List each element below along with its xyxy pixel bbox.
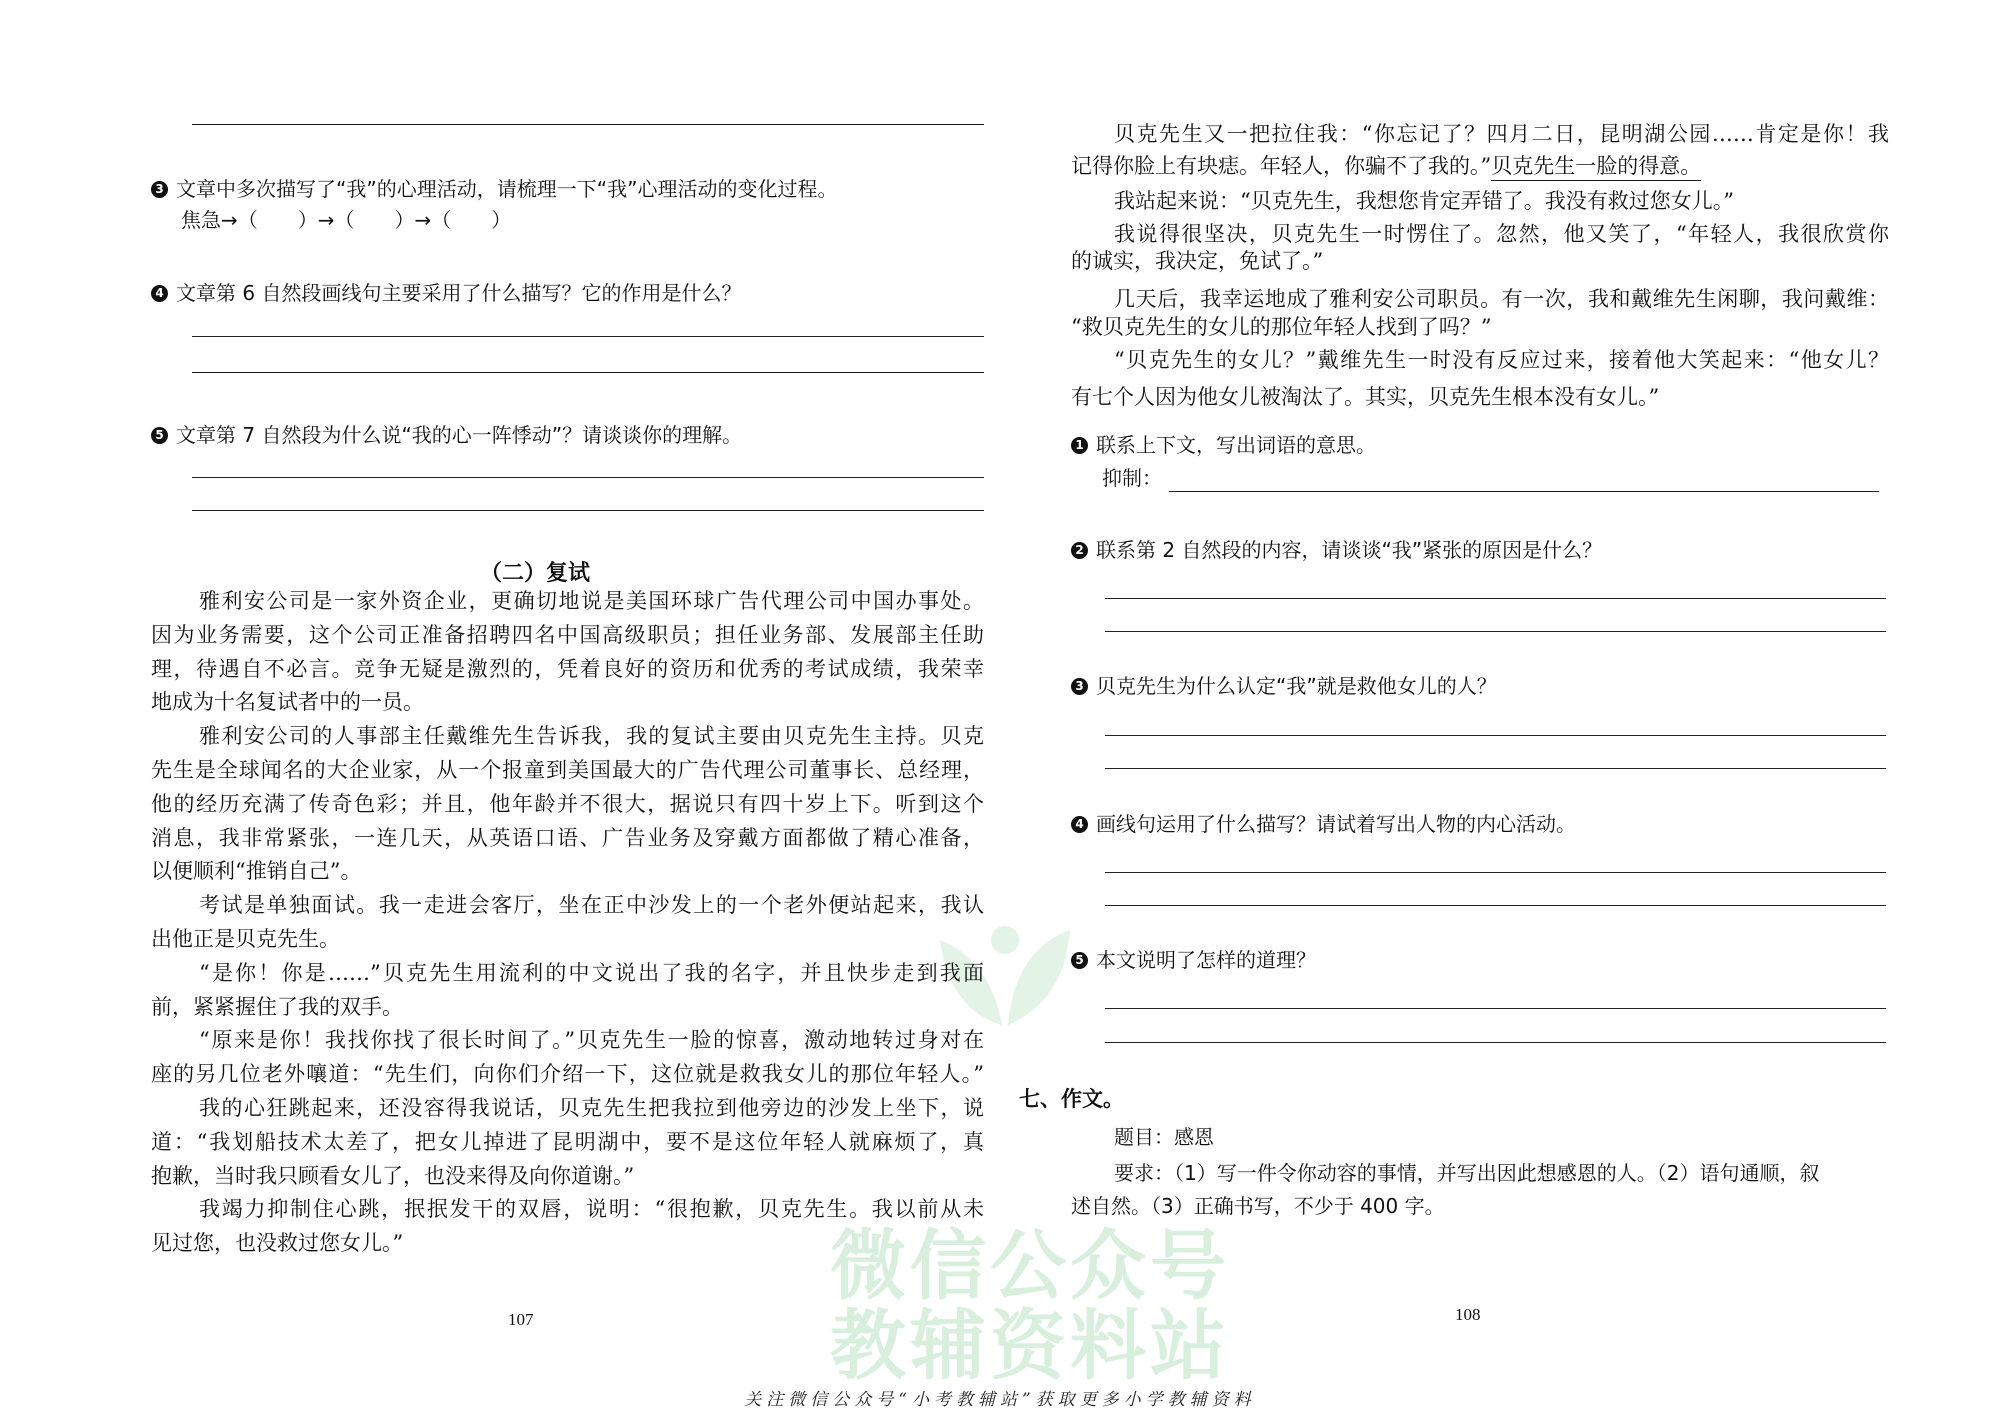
passage-line: 因为业务需要，这个公司正准备招聘四名中国高级职员；担任业务部、发展部主任助 xyxy=(151,623,984,647)
answer-line[interactable] xyxy=(192,510,984,511)
passage-line: 见过您，也没救过您女儿。” xyxy=(151,1231,404,1255)
passage-line: 的诚实，我决定，免试了。” xyxy=(1071,249,1324,273)
answer-line[interactable] xyxy=(1105,872,1886,873)
composition-requirements-line2: 述自然。（3）正确书写，不少于 400 字。 xyxy=(1071,1194,1445,1218)
passage-line: 以便顺利“推销自己”。 xyxy=(151,859,362,883)
question-number-badge: 1 xyxy=(1071,437,1088,454)
passage-line: 我竭力抑制住心跳，抿抿发干的双唇，说明：“很抱歉，贝克先生。我以前从未 xyxy=(199,1197,984,1221)
passage-line: 先生是全球闻名的大企业家，从一个报童到美国最大的广告代理公司董事长、总经理， xyxy=(151,758,984,782)
underlined-sentence: 贝克先生一脸的得意。 xyxy=(1491,154,1701,181)
question-4 xyxy=(1071,810,1576,838)
question-4 xyxy=(151,279,741,307)
passage-line: 雅利安公司是一家外资企业，更确切地说是美国环球广告代理公司中国办事处。 xyxy=(199,589,984,613)
answer-line[interactable] xyxy=(1105,1008,1886,1009)
question-text: 联系第 2 自然段的内容，请谈谈“我”紧张的原因是什么？ xyxy=(1096,538,1603,562)
question-text: 文章第 6 自然段画线句主要采用了什么描写？它的作用是什么？ xyxy=(176,281,742,305)
passage-line: 几天后，我幸运地成了雅利安公司职员。有一次，我和戴维先生闲聊，我问戴维： xyxy=(1114,287,1889,311)
passage-line: “原来是你！我找你找了很长时间了。”贝克先生一脸的惊喜，激动地转过身对在 xyxy=(199,1028,984,1052)
answer-line[interactable] xyxy=(1105,735,1886,736)
question-1 xyxy=(1071,431,1376,459)
answer-line[interactable] xyxy=(1105,768,1886,769)
question-5 xyxy=(1071,946,1316,974)
question-text: 文章第 7 自然段为什么说“我的心一阵悸动”？请谈谈你的理解。 xyxy=(176,423,743,447)
passage-line: 出他正是贝克先生。 xyxy=(151,927,340,951)
question-text: 贝克先生为什么认定“我”就是救他女儿的人？ xyxy=(1096,674,1497,698)
footer-note: 关注微信公众号“小考教辅站”获取更多小学教辅资料 xyxy=(744,1390,1256,1410)
answer-line[interactable] xyxy=(192,124,984,125)
passage-line: 我的心狂跳起来，还没容得我说话，贝克先生把我拉到他旁边的沙发上坐下，说 xyxy=(199,1096,984,1120)
question-number-badge: 4 xyxy=(151,285,168,302)
question-number-badge: 3 xyxy=(151,181,168,198)
question-number-badge: 2 xyxy=(1071,542,1088,559)
passage-line: 有七个人因为他女儿被淘汰了。其实，贝克先生根本没有女儿。” xyxy=(1071,385,1660,409)
answer-line[interactable] xyxy=(1105,1042,1886,1043)
question-number-badge: 3 xyxy=(1071,678,1088,695)
passage-line: 前，紧紧握住了我的双手。 xyxy=(151,995,403,1019)
question-text: 本文说明了怎样的道理？ xyxy=(1096,948,1316,972)
question-text: 画线句运用了什么描写？请试着写出人物的内心活动。 xyxy=(1096,812,1576,836)
answer-line[interactable] xyxy=(192,336,984,337)
question-text: 文章中多次描写了“我”的心理活动，请梳理一下“我”心理活动的变化过程。 xyxy=(176,177,838,201)
answer-line[interactable] xyxy=(1105,905,1886,906)
question-3 xyxy=(1071,672,1497,700)
question-number-badge: 4 xyxy=(1071,816,1088,833)
passage-line: 地成为十名复试者中的一员。 xyxy=(151,690,424,714)
page-number: 107 xyxy=(508,1310,534,1329)
composition-topic: 题目：感恩 xyxy=(1114,1125,1214,1149)
passage-line: 座的另几位老外嚷道：“先生们，向你们介绍一下，这位就是救我女儿的那位年轻人。” xyxy=(151,1062,984,1086)
passage-line: 考试是单独面试。我一走进会客厅，坐在正中沙发上的一个老外便站起来，我认 xyxy=(199,893,984,917)
answer-line[interactable] xyxy=(192,372,984,373)
passage-line: “贝克先生的女儿？”戴维先生一时没有反应过来，接着他大笑起来：“他女儿？ xyxy=(1114,348,1889,372)
passage-line: 道：“我划船技术太差了，把女儿掉进了昆明湖中，要不是这位年轻人就麻烦了，真 xyxy=(151,1130,984,1154)
passage-line: “是你！你是……”贝克先生用流利的中文说出了我的名字，并且快步走到我面 xyxy=(199,961,984,985)
passage-line: 消息，我非常紧张，一连几天，从英语口语、广告业务及穿戴方面都做了精心准备， xyxy=(151,826,984,850)
question-number-badge: 5 xyxy=(1071,952,1088,969)
passage-line: 贝克先生又一把拉住我：“你忘记了？四月二日，昆明湖公园……肯定是你！我 xyxy=(1114,122,1889,146)
question-3-chain[interactable]: 焦急→（ ）→（ ）→（ ） xyxy=(181,208,512,232)
passage-line xyxy=(1071,153,1701,179)
answer-line[interactable] xyxy=(192,477,984,478)
answer-line[interactable] xyxy=(1105,631,1886,632)
question-number-badge: 5 xyxy=(151,427,168,444)
passage-line-text: 记得你脸上有块痣。年轻人，你骗不了我的。” xyxy=(1071,154,1492,178)
passage-line: 理，待遇自不必言。竞争无疑是激烈的，凭着良好的资历和优秀的考试成绩，我荣幸 xyxy=(151,657,984,681)
passage-line: 抱歉，当时我只顾看女儿了，也没来得及向你道谢。” xyxy=(151,1164,635,1188)
watermark-text-line2: 教辅资料站 xyxy=(830,1301,1230,1390)
page-number: 108 xyxy=(1455,1305,1481,1324)
composition-requirements-line1: 要求：（1）写一件令你动容的事情，并写出因此想感恩的人。（2）语句通顺，叙 xyxy=(1114,1161,1820,1185)
passage-line: 他的经历充满了传奇色彩；并且，他年龄并不很大，据说只有四十岁上下。听到这个 xyxy=(151,792,984,816)
question-text: 联系上下文，写出词语的意思。 xyxy=(1096,433,1376,457)
answer-line[interactable] xyxy=(1169,491,1879,492)
question-2 xyxy=(1071,536,1602,564)
watermark-text-line1: 微信公众号 xyxy=(830,1221,1230,1310)
passage-line: 我说得很坚决，贝克先生一时愣住了。忽然，他又笑了，“年轻人，我很欣赏你 xyxy=(1114,222,1889,246)
passage-line: 我站起来说：“贝克先生，我想您肯定弄错了。我没有救过您女儿。” xyxy=(1114,189,1734,213)
answer-line[interactable] xyxy=(1105,598,1886,599)
question-5 xyxy=(151,421,742,449)
passage-line: 雅利安公司的人事部主任戴维先生告诉我，我的复试主要由贝克先生主持。贝克 xyxy=(199,724,984,748)
term-label: 抑制： xyxy=(1102,466,1162,490)
question-3 xyxy=(151,175,837,203)
section-title: （二）复试 xyxy=(480,561,591,586)
composition-heading: 七、作文。 xyxy=(1019,1087,1124,1111)
passage-line: “救贝克先生的女儿的那位年轻人找到了吗？” xyxy=(1071,315,1492,339)
